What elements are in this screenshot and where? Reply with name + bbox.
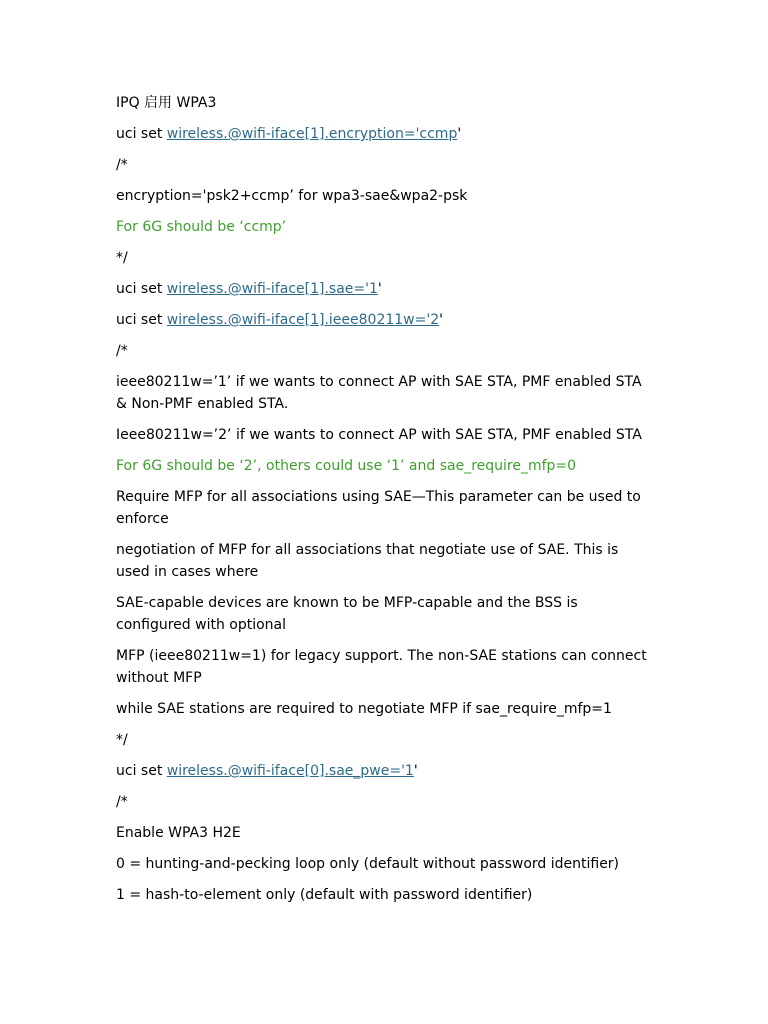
uci-sae-line (116, 278, 656, 300)
comment-open: /* (116, 343, 128, 359)
h2e-heading: Enable WPA3 H2E (116, 825, 241, 841)
sae-link[interactable]: wireless.@wifi-iface[1].sae='1 (166, 281, 378, 297)
ieee80211w-2-note: Ieee80211w=’2’ if we wants to connect AP with SAE STA, PMF enabled STA (116, 427, 642, 443)
h2e-option-1: 1 = hash-to-element only (default with password identifier) (116, 887, 533, 903)
uci-suffix: ' (413, 763, 418, 779)
sae-pwe-link[interactable]: wireless.@wifi-iface[0].sae_pwe='1 (166, 763, 414, 779)
comment-open: /* (116, 794, 128, 810)
uci-sae-pwe-line (116, 760, 656, 782)
uci-prefix: uci set (116, 312, 167, 328)
uci-prefix: uci set (116, 126, 167, 142)
uci-prefix: uci set (116, 763, 167, 779)
comment-open: /* (116, 157, 128, 173)
comment-close: */ (116, 732, 128, 748)
encryption-link[interactable]: wireless.@wifi-iface[1].encryption='ccmp (166, 126, 458, 142)
mfp-paragraph-2: negotiation of MFP for all associations that negotiate use of SAE. This is used in cases where (116, 542, 619, 580)
uci-suffix: ' (457, 126, 462, 142)
h2e-option-0: 0 = hunting-and-pecking loop only (default without password identifier) (116, 856, 620, 872)
mfp-paragraph-4: MFP (ieee80211w=1) for legacy support. The non-SAE stations can connect without MFP (116, 648, 647, 686)
ieee80211w-6g-note: For 6G should be ‘2’, others could use ‘1’ and sae_require_mfp=0 (116, 458, 577, 474)
doc-title: IPQ 启用 WPA3 (116, 95, 217, 111)
mfp-paragraph-1: Require MFP for all associations using SAE—This parameter can be used to enforce (116, 489, 641, 527)
uci-ieee80211w-line (116, 309, 656, 331)
uci-encryption-line (116, 123, 656, 145)
mfp-paragraph-5: while SAE stations are required to negotiate MFP if sae_require_mfp=1 (116, 701, 612, 717)
ieee80211w-1-note: ieee80211w=’1’ if we wants to connect AP with SAE STA, PMF enabled STA & Non-PMF enabled STA. (116, 374, 642, 412)
encryption-note: encryption='psk2+ccmp’ for wpa3-sae&wpa2-psk (116, 188, 468, 204)
uci-suffix: ' (439, 312, 443, 328)
encryption-6g-note: For 6G should be ‘ccmp’ (116, 219, 287, 235)
ieee80211w-link[interactable]: wireless.@wifi-iface[1].ieee80211w='2 (166, 312, 440, 328)
comment-close: */ (116, 250, 128, 266)
uci-suffix: ' (377, 281, 382, 297)
document-body (116, 92, 656, 915)
uci-prefix: uci set (116, 281, 167, 297)
mfp-paragraph-3: SAE-capable devices are known to be MFP-capable and the BSS is configured with optional (116, 595, 578, 633)
